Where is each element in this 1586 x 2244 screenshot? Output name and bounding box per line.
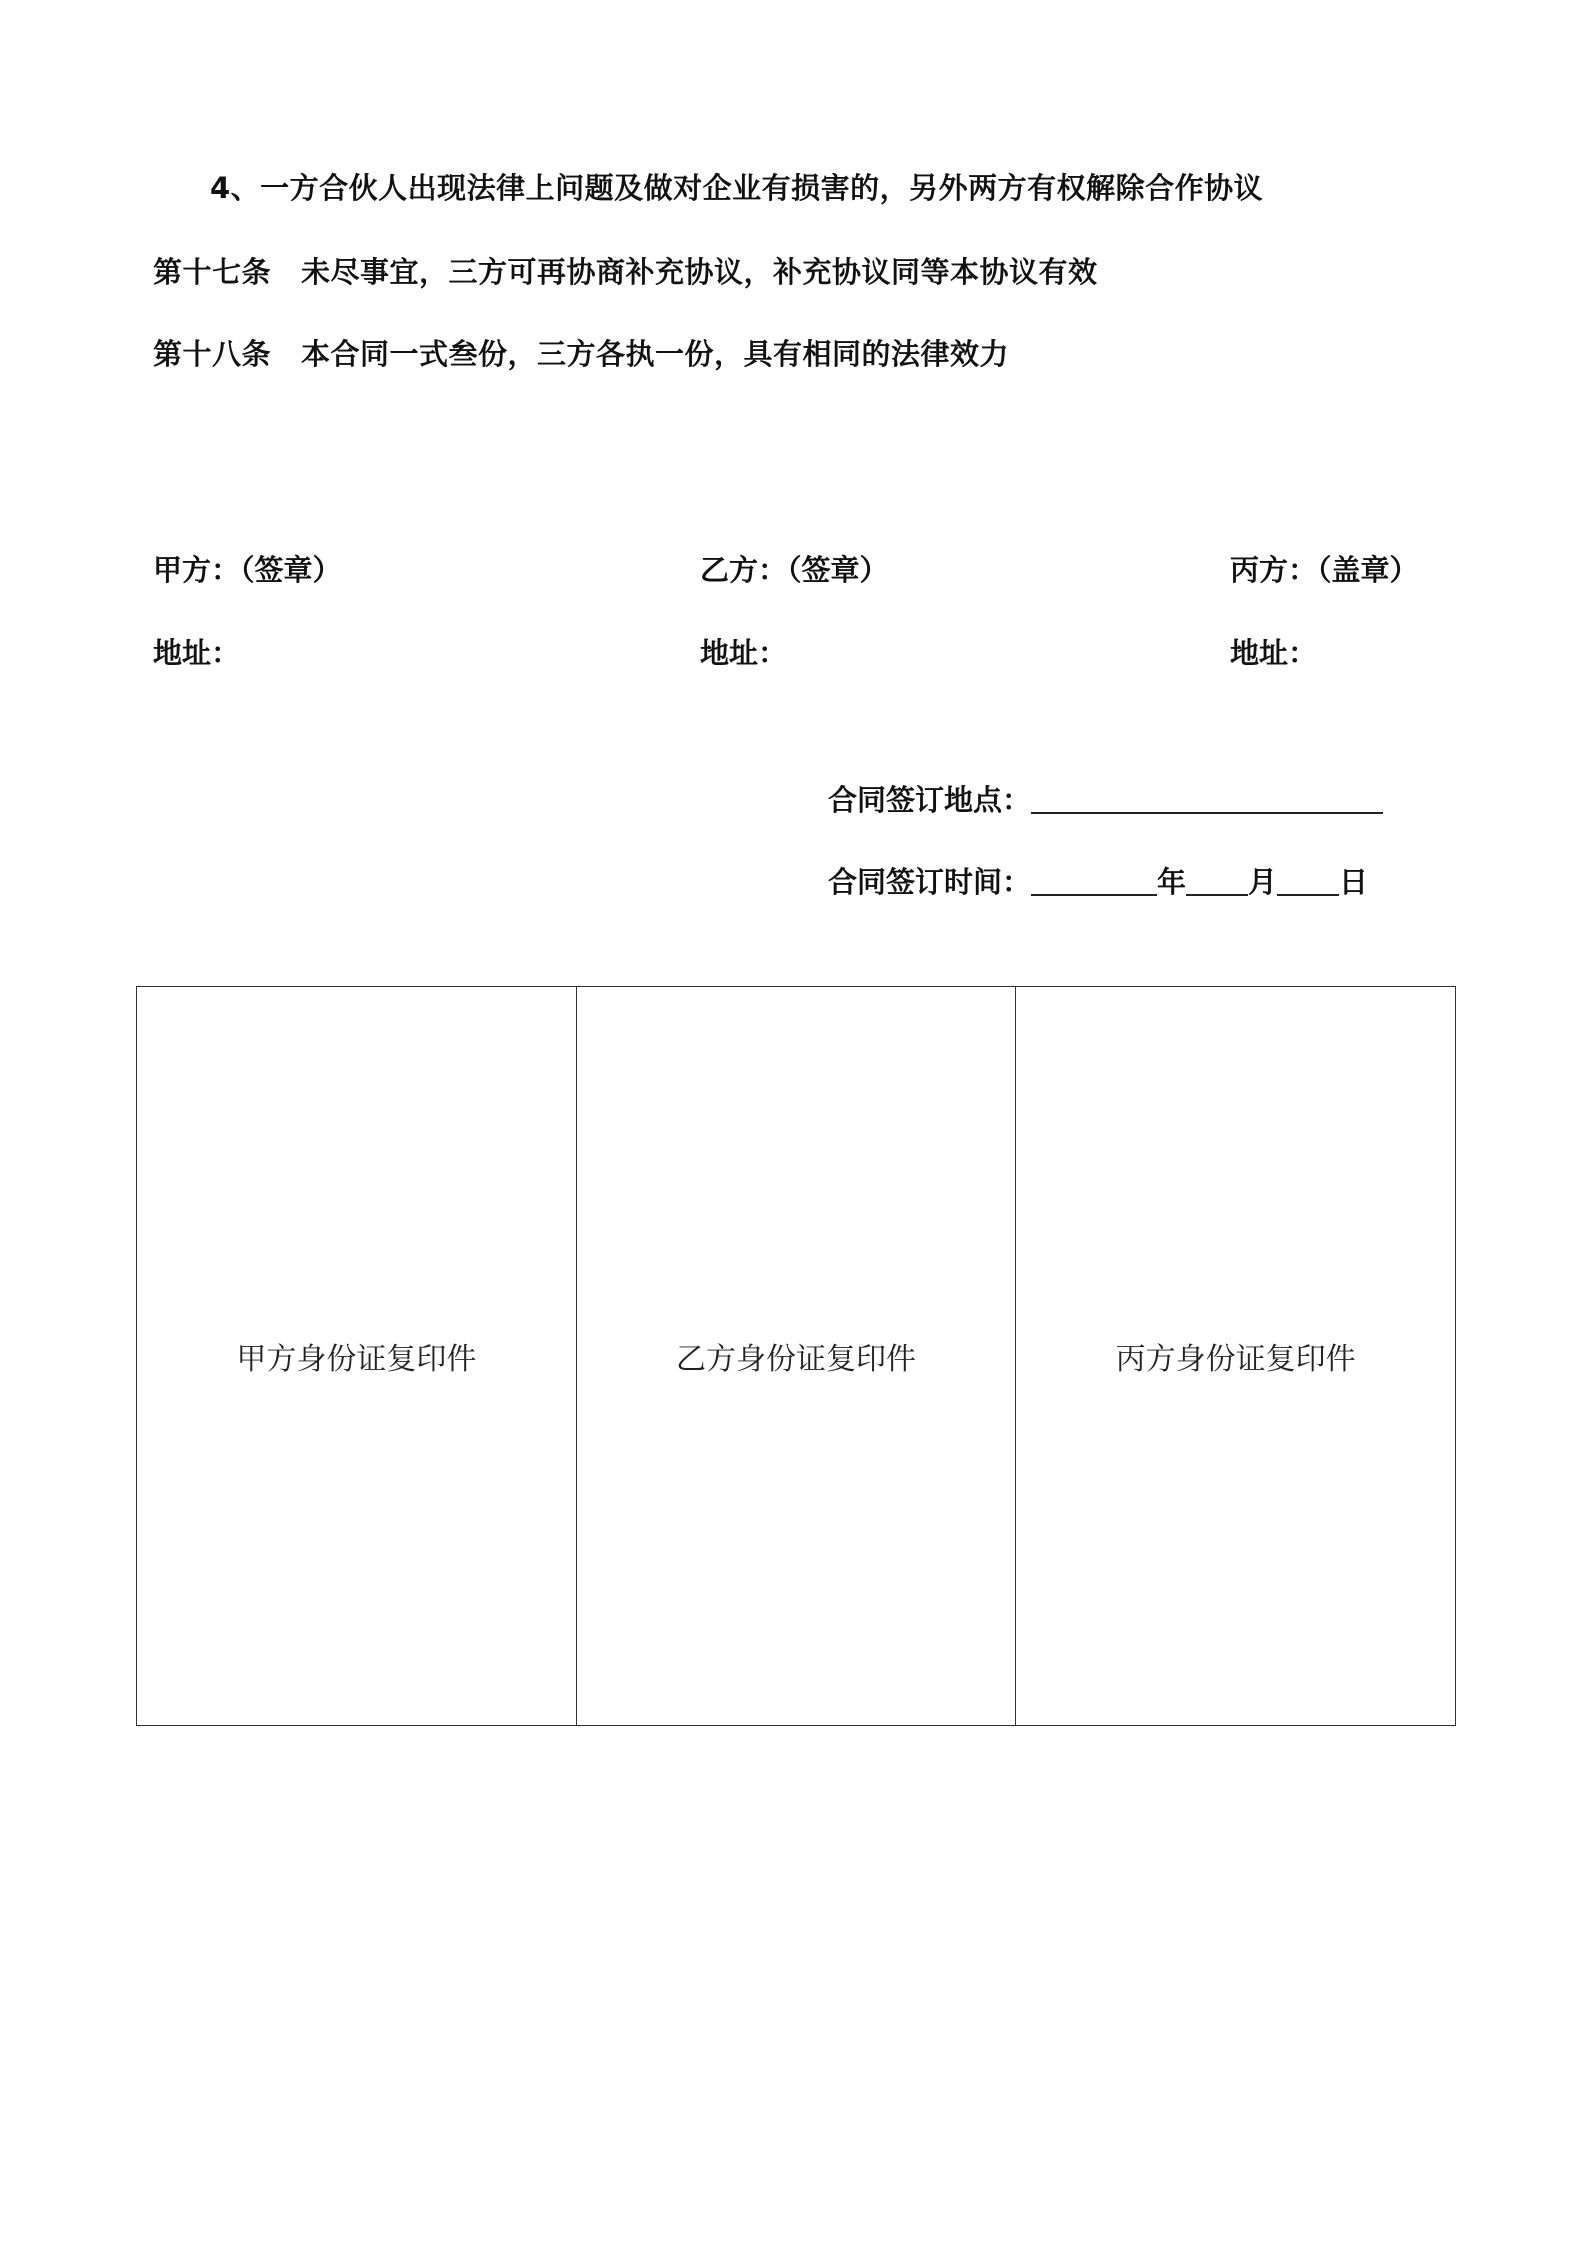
party-b-seal-label: 乙方：（签章） [700,553,889,587]
signing-year-label: 年 [1157,865,1187,899]
signing-time [828,862,1368,902]
signing-place-label: 合同签订地点： [828,783,1032,817]
party-c-id-copy-label: 丙方身份证复印件 [1115,1342,1356,1377]
signing-day-label: 日 [1339,865,1369,899]
party-b-address-label: 地址： [700,636,788,670]
party-a-id-copy-label: 甲方身份证复印件 [236,1342,477,1377]
party-a-address-label: 地址： [153,636,241,670]
signing-month-label: 月 [1248,865,1278,899]
signing-time-label: 合同签订时间： [828,865,1032,899]
article-18-text: 本合同一式叁份，三方各执一份，具有相同的法律效力 [301,337,1010,371]
article-18 [153,334,1009,374]
article-17 [153,252,1098,292]
party-a-seal-label: 甲方：（签章） [153,553,342,587]
id-copy-table [136,986,1456,1726]
clause-4-text: 4、一方合伙人出现法律上问题及做对企业有损害的，另外两方有权解除合作协议 [210,171,1264,205]
signing-year-blank[interactable] [1031,864,1157,896]
signing-place-blank[interactable] [1031,782,1383,814]
party-b-id-copy-cell [577,987,1017,1725]
party-c-id-copy-cell [1016,987,1455,1725]
signing-day-blank[interactable] [1277,864,1339,896]
article-18-number: 第十八条 [153,337,272,371]
clause-4 [210,168,1263,208]
article-17-text: 未尽事宜，三方可再协商补充协议，补充协议同等本协议有效 [301,255,1098,289]
article-17-number: 第十七条 [153,255,272,289]
signing-month-blank[interactable] [1186,864,1248,896]
signing-place [828,780,1383,820]
party-c-seal-label: 丙方：（盖章） [1230,553,1419,587]
party-b-id-copy-label: 乙方身份证复印件 [676,1342,916,1377]
party-c-address-label: 地址： [1230,636,1318,670]
party-a-id-copy-cell [137,987,577,1725]
